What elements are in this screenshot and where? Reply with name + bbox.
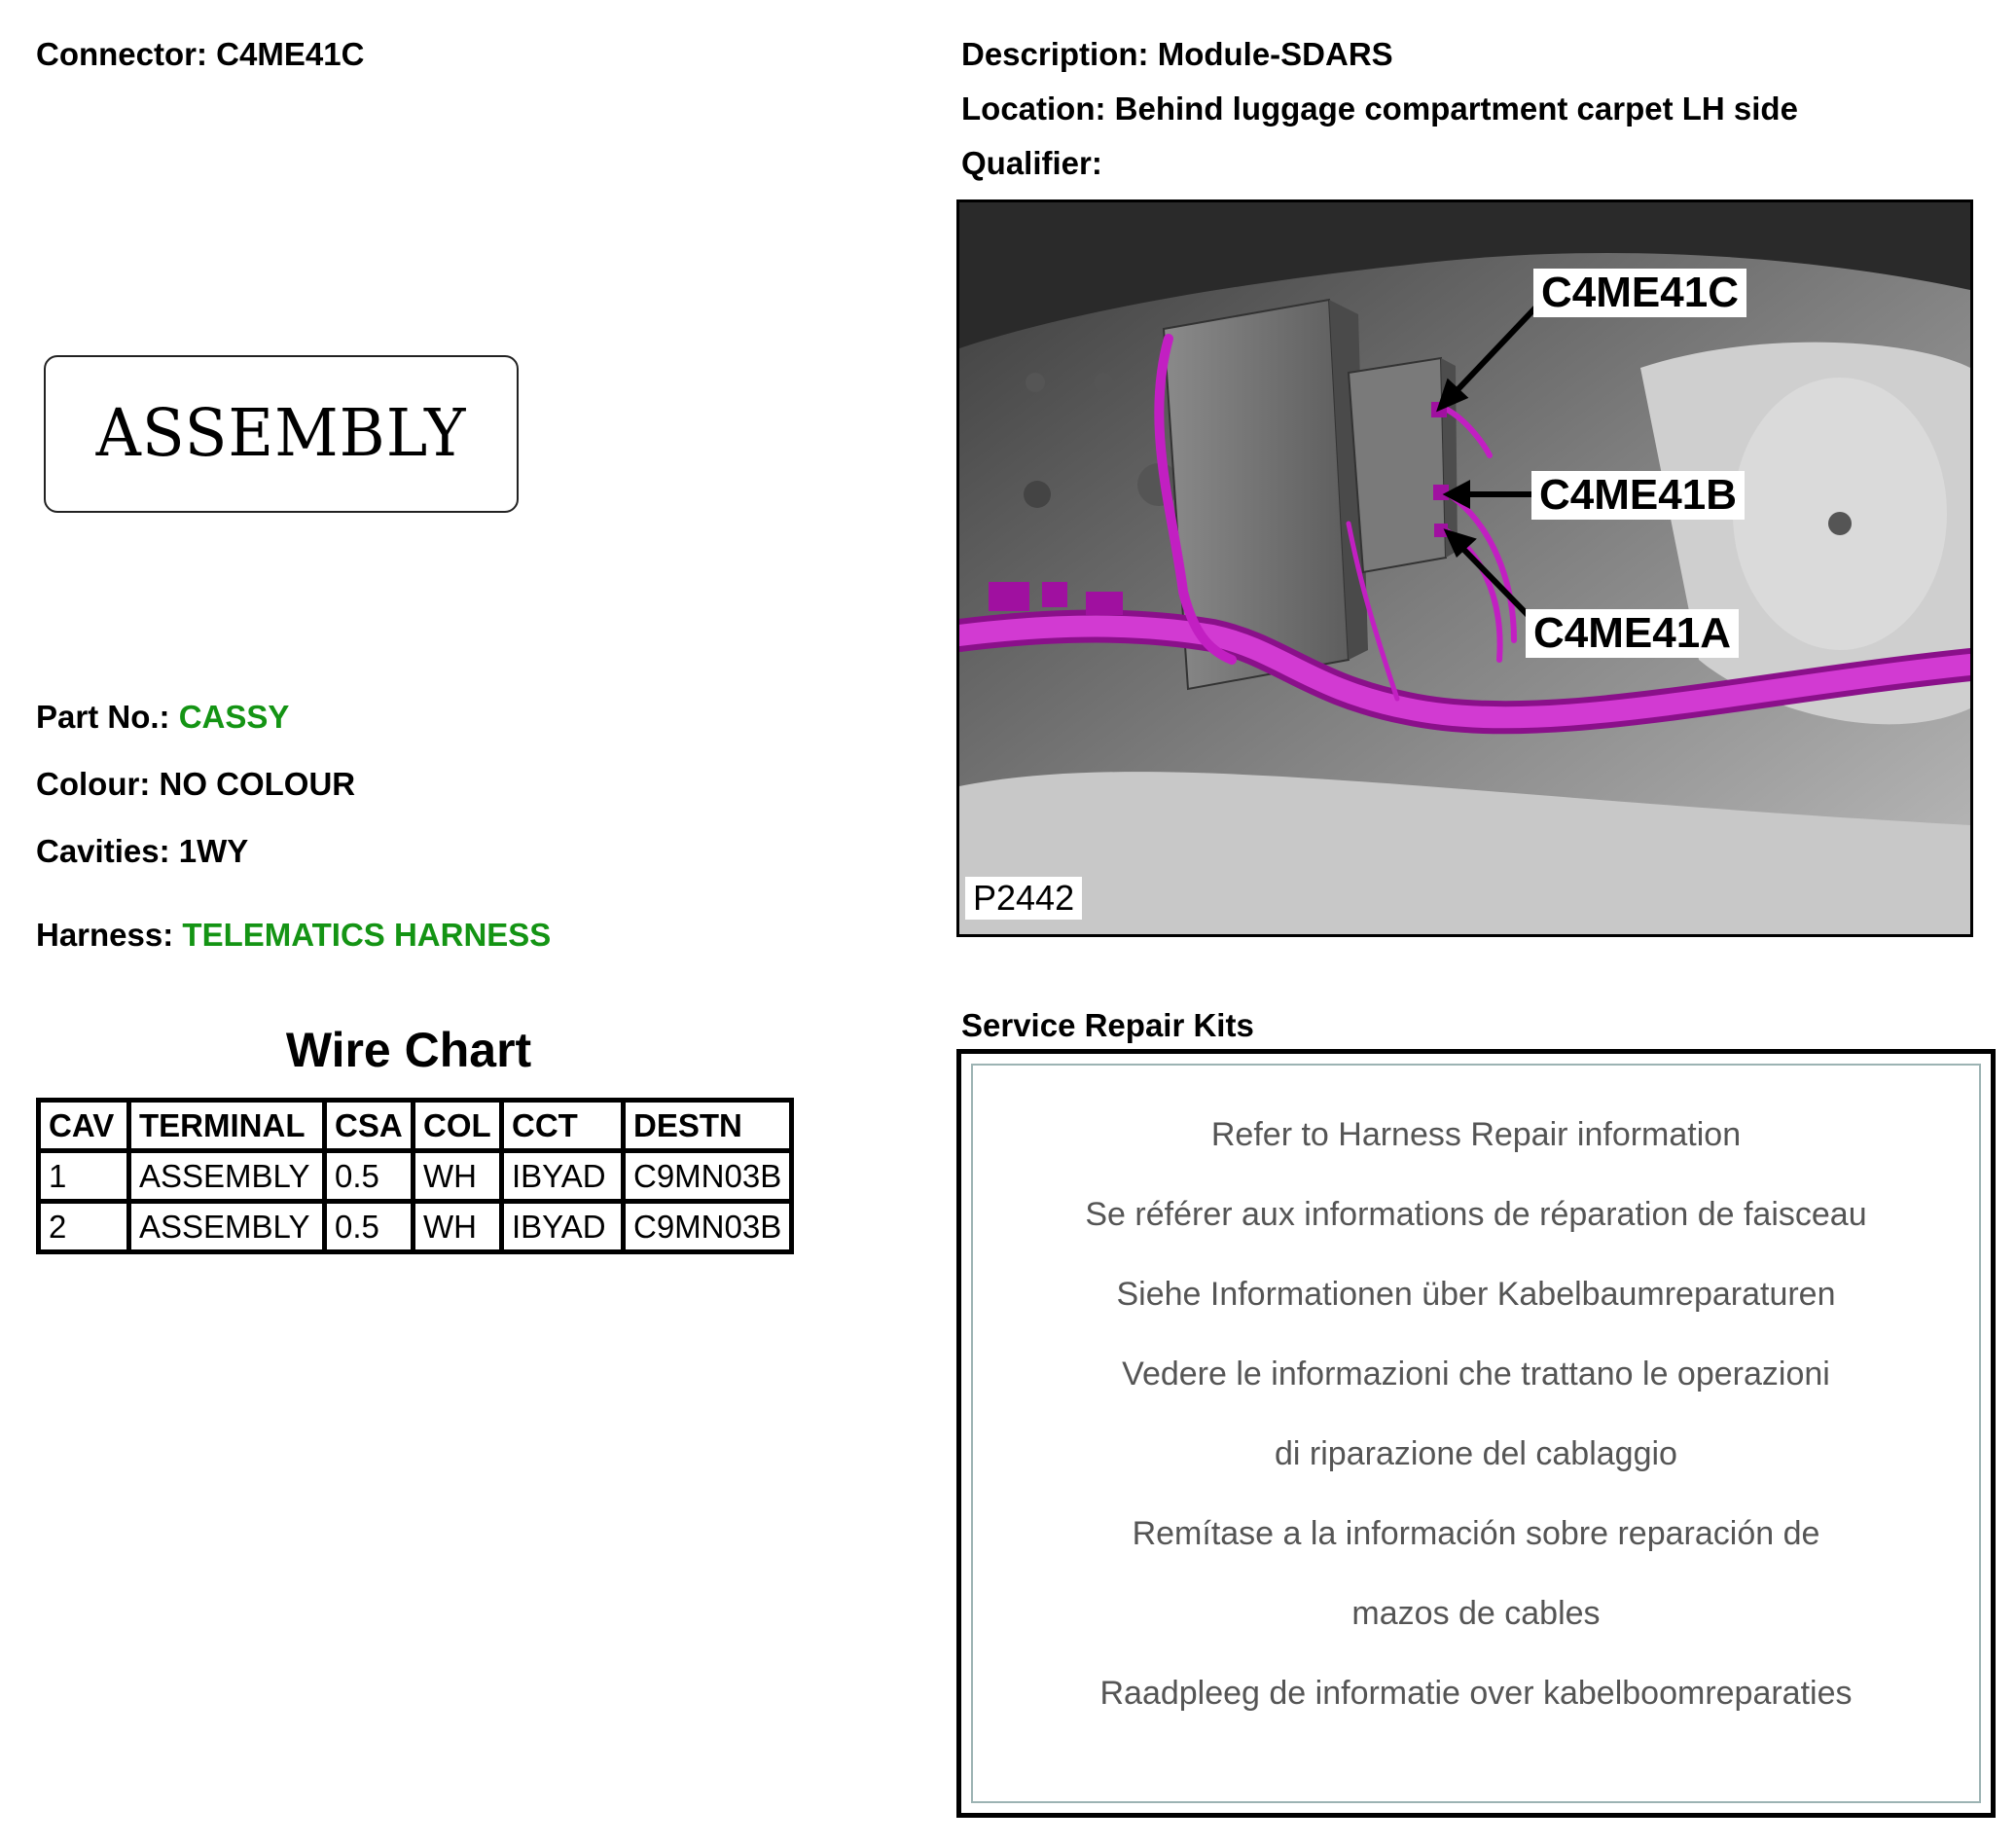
table-row [39,1202,792,1252]
service-repair-kits-box [956,1049,1996,1818]
cavities-value: 1WY [178,833,249,869]
assembly-box-text: ASSEMBLY [95,396,467,472]
table-row [39,1151,792,1202]
location-label: Location: [961,90,1106,127]
description-value: Module-SDARS [1157,36,1393,72]
service-repair-kits-title: Service Repair Kits [961,1007,1254,1043]
kit-line: Raadpleeg de informatie over kabelboomreparaties [1099,1675,1853,1712]
callout-c4me41a[interactable]: C4ME41A [1526,609,1739,658]
callout-c4me41c[interactable]: C4ME41C [1533,269,1746,317]
cell-destn[interactable]: C9MN03B [624,1202,792,1252]
cell-csa: 0.5 [325,1202,414,1252]
part-no-value[interactable]: CASSY [178,699,290,735]
qualifier-field [961,144,1102,183]
wire-chart-title: Wire Chart [285,1023,532,1077]
service-repair-kits-inner [971,1064,1981,1803]
cell-cav: 2 [39,1202,129,1252]
description-field [961,35,1393,74]
cell-csa: 0.5 [325,1151,414,1202]
header-terminal: TERMINAL [129,1101,325,1151]
colour-field [36,765,355,804]
header-col: COL [414,1101,502,1151]
table-header-row [39,1101,792,1151]
cell-col: WH [414,1202,502,1252]
part-no-field [36,698,289,737]
cavities-label: Cavities: [36,833,170,869]
colour-value: NO COLOUR [159,766,356,802]
location-photo [956,199,1973,937]
cell-cct: IBYAD [502,1202,624,1252]
cell-col: WH [414,1151,502,1202]
wire-chart-table [36,1098,794,1254]
kit-line: Vedere le informazioni che trattano le operazioni [1122,1356,1830,1393]
cell-destn[interactable]: C9MN03B [624,1151,792,1202]
harness-field [36,916,551,955]
harness-label: Harness: [36,917,174,953]
header-destn: DESTN [624,1101,792,1151]
kit-line: Refer to Harness Repair information [1210,1116,1742,1153]
kit-line: Remítase a la información sobre reparación de [1132,1515,1820,1552]
assembly-box [44,355,519,513]
part-no-label: Part No.: [36,699,170,735]
location-value: Behind luggage compartment carpet LH side [1114,90,1798,127]
kit-line: Siehe Informationen über Kabelbaumreparaturen [1116,1276,1836,1313]
photo-id-label: P2442 [965,877,1082,920]
header-cct: CCT [502,1101,624,1151]
harness-value[interactable]: TELEMATICS HARNESS [182,917,552,953]
connector-label: Connector: [36,36,207,72]
location-field [961,90,1798,128]
header-cav: CAV [39,1101,129,1151]
cell-cav: 1 [39,1151,129,1202]
connector-value: C4ME41C [216,36,365,72]
header-csa: CSA [325,1101,414,1151]
cavities-field [36,832,248,871]
qualifier-label: Qualifier: [961,145,1102,181]
cell-cct: IBYAD [502,1151,624,1202]
kit-line: mazos de cables [1351,1595,1601,1632]
connector-field [36,35,364,74]
callout-c4me41b[interactable]: C4ME41B [1531,471,1745,520]
cell-terminal: ASSEMBLY [129,1151,325,1202]
description-label: Description: [961,36,1149,72]
colour-label: Colour: [36,766,151,802]
kit-line: Se référer aux informations de réparation de faisceau [1085,1196,1867,1233]
kit-line: di riparazione del cablaggio [1275,1435,1677,1472]
photo-illustration [959,202,1970,934]
cell-terminal: ASSEMBLY [129,1202,325,1252]
